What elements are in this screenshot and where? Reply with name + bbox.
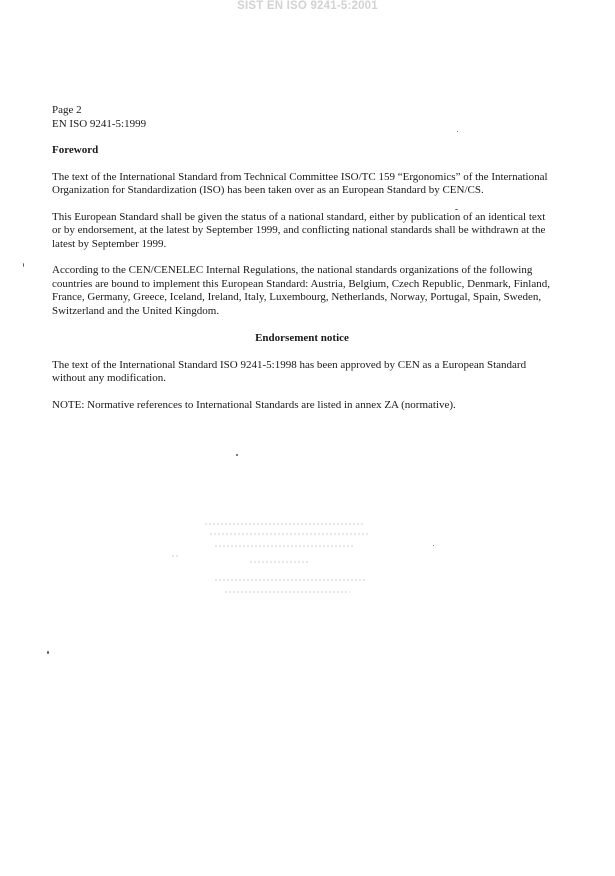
scan-speck [47,651,49,654]
foreword-heading: Foreword [52,144,99,156]
scan-speck [455,209,458,210]
scan-speck [23,263,24,267]
foreword-paragraph-1: The text of the International Standard from Technical Committee ISO/TC 159 “Ergonomics” of the International Organization for Standardization (ISO) has been taken over as an European Standard by CEN/CS. [52,170,548,196]
watermark-title: SIST EN ISO 9241-5:2001 [237,0,378,12]
document-id: EN ISO 9241-5:1999 [52,117,147,130]
document-body [52,104,552,412]
page-number: Page 2 [52,104,82,116]
normative-note: NOTE: Normative references to International Standards are listed in annex ZA (normative). [52,398,456,411]
endorsement-heading: Endorsement notice [255,332,349,344]
foreword-paragraph-3: According to the CEN/CENELEC Internal Regulations, the national standards organizations of the following countries are bound to implement this European Standard: Austria, Belgium, Czech Republic, Denmark, Finland, France, Germany, Greece, Iceland, Ireland, Italy, Luxembourg, Netherlands, Norway, Portugal, Spain, Sweden, Switzerland and the United Kingdom. [52,264,550,317]
endorsement-paragraph: The text of the International Standard ISO 9241-5:1998 has been approved by CEN as a European Standard without any modification. [52,358,527,384]
faded-stamp-icon [170,500,400,610]
scan-speck [433,545,434,546]
scan-speck [236,454,238,456]
foreword-paragraph-2: This European Standard shall be given the status of a national standard, either by publication of an identical text or by endorsement, at the latest by September 1999, and conflicting national standards shall be withdrawn at the latest by September 1999. [52,210,546,250]
scan-speck [457,131,458,132]
